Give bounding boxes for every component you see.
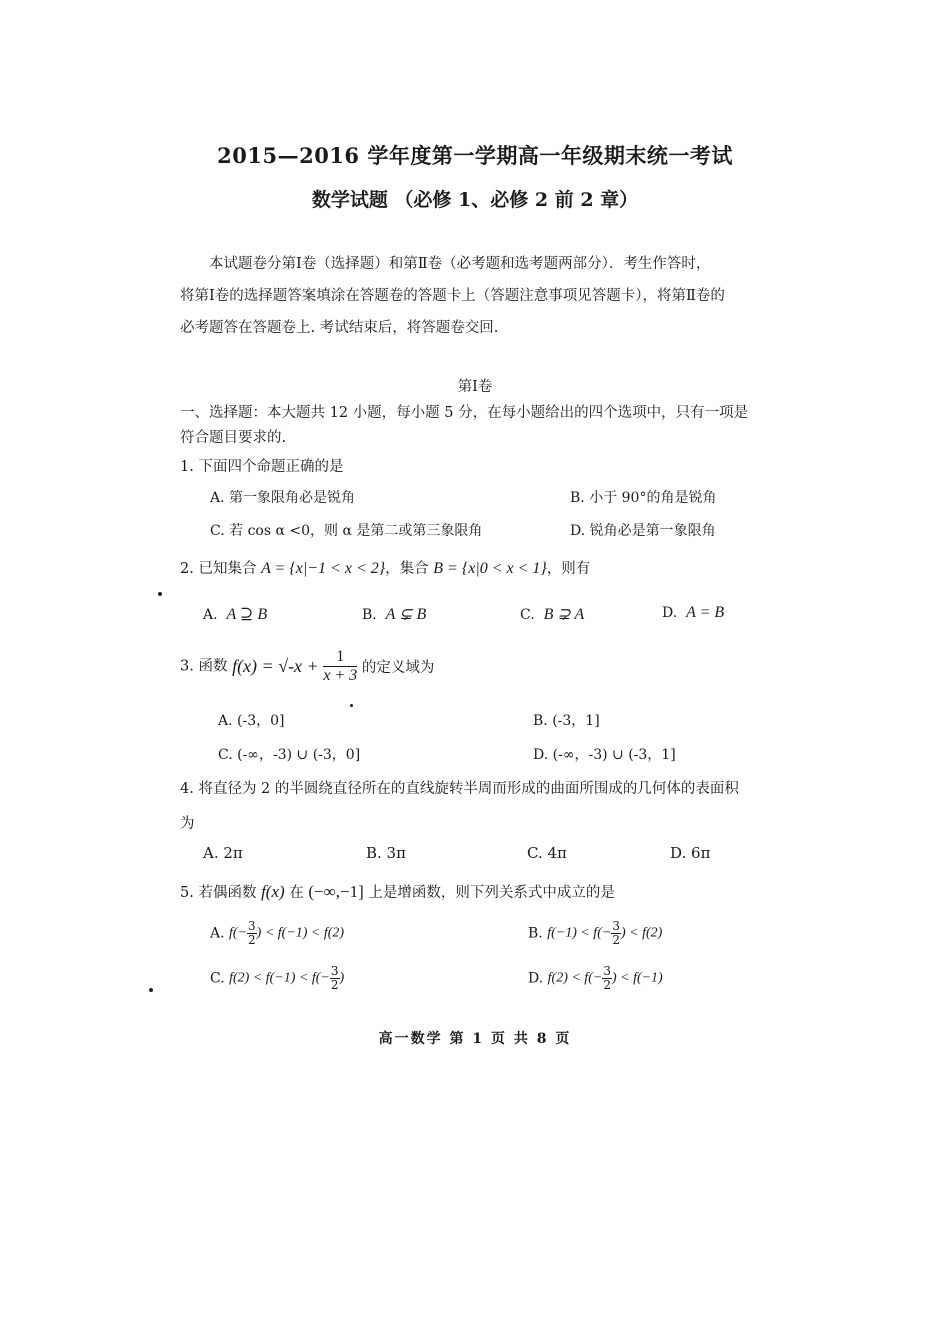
question-1-option-a: A. 第一象限角必是锐角 [210, 490, 356, 506]
option-math-right: ) < f(2) [620, 925, 663, 941]
question-4-option-c: C. 4π [527, 844, 567, 862]
question-5-option-d [528, 965, 663, 992]
question-2-option-c [520, 604, 584, 624]
option-math-left: f(2) < f(−1) < f(− [229, 970, 330, 986]
question-4-stem-line-2: 为 [180, 816, 195, 832]
fraction-numerator: 3 [603, 964, 611, 978]
question-2-prefix: 2. 已知集合 [180, 561, 257, 577]
question-5-prefix: 5. 若偶函数 [180, 885, 257, 901]
question-2-option-b [362, 604, 426, 624]
question-2-set-b: B = {x|0 < x < 1} [433, 560, 547, 577]
option-math-right: ) < f(−1) < f(2) [256, 925, 345, 941]
option-math: A ⊊ B [385, 606, 427, 623]
fraction-numerator: 3 [330, 964, 339, 978]
question-5-option-b [528, 920, 662, 947]
fraction [602, 965, 612, 992]
question-2-suffix: ，则有 [546, 561, 591, 577]
question-5-suffix: 上是增函数，则下列关系式中成立的是 [368, 885, 615, 901]
question-3-option-c: C. (-∞，-3) ∪ (-3，0] [218, 747, 361, 763]
option-label: C. [520, 607, 535, 623]
question-3-function: f(x) = √-x + [232, 656, 319, 676]
question-1-option-c: C. 若 cos α <0，则 α 是第二或第三象限角 [210, 523, 483, 539]
option-label: D. [662, 605, 678, 621]
exam-subtitle: 数学试题 （必修 1、必修 2 前 2 章） [311, 189, 639, 211]
option-math-left: f(− [229, 925, 248, 941]
fraction-numerator: 3 [248, 919, 256, 933]
question-5-option-c [210, 965, 344, 992]
question-3-option-b: B. (-3，1] [533, 713, 600, 729]
intro-paragraph [180, 248, 770, 344]
section-instruction-line-2: 符合题目要求的. [180, 430, 287, 446]
question-4-option-a: A. 2π [203, 844, 243, 862]
question-3-option-a: A. (-3，0] [218, 713, 285, 729]
question-1-option-b: B. 小于 90°的角是锐角 [570, 490, 717, 506]
option-label: B. [528, 925, 543, 942]
question-2-stem [180, 557, 590, 578]
option-label: A. [203, 607, 218, 623]
intro-line-1: 本试题卷分第Ⅰ卷（选择题）和第Ⅱ卷（必考题和选考题两部分）．考生作答时， [209, 256, 711, 272]
fraction-numerator: 1 [323, 648, 357, 667]
option-math-right: ) [339, 970, 345, 986]
page-footer: 高一数学 第 1 页 共 8 页 [378, 1031, 572, 1047]
option-label: D. [528, 970, 544, 987]
section-instruction-line-1: 一、选择题：本大题共 12 小题，每小题 5 分，在每小题给出的四个选项中，只有一项是 [180, 405, 749, 421]
question-4-stem-line-1: 4. 将直径为 2 的半圆绕直径所在的直线旋转半周而形成的曲面所围成的几何体的表面积 [180, 781, 739, 797]
question-1-stem: 1. 下面四个命题正确的是 [180, 459, 344, 475]
question-4-option-d: D. 6π [670, 844, 711, 862]
exam-title: 2015—2016 学年度第一学期高一年级期末统一考试 [217, 143, 733, 168]
question-2-set-a: A = {x|−1 < x < 2} [261, 560, 386, 577]
fraction-denominator: 2 [603, 978, 611, 992]
fraction-denominator: 2 [248, 933, 256, 947]
question-5-stem [180, 881, 615, 902]
question-1-option-d: D. 锐角必是第一象限角 [570, 523, 716, 539]
fraction-denominator: x + 3 [323, 667, 358, 684]
fraction-denominator: 2 [330, 978, 339, 992]
option-label: A. [210, 925, 225, 942]
question-3-fraction [323, 648, 357, 685]
option-math-left: f(−1) < f(− [547, 925, 612, 941]
intro-line-2: 将第Ⅰ卷的选择题答案填涂在答题卷的答题卡上（答题注意事项见答题卡），将第Ⅱ卷的 [180, 288, 725, 304]
question-3-prefix: 3. 函数 [180, 658, 228, 675]
option-math: B ⊋ A [543, 606, 585, 623]
fraction-denominator: 2 [612, 933, 620, 947]
question-5-function: f(x) [261, 882, 285, 901]
option-math: A = B [686, 604, 725, 621]
question-3-stem [180, 648, 434, 685]
option-label: B. [362, 607, 377, 623]
question-5-mid: 在 [289, 885, 304, 901]
option-math-right: ) < f(−1) [611, 970, 663, 986]
fraction [330, 965, 340, 992]
question-5-option-a [210, 920, 344, 947]
fraction-numerator: 3 [612, 919, 620, 933]
fraction [247, 920, 257, 947]
fraction [611, 920, 621, 947]
section-title: 第Ⅰ卷 [457, 379, 493, 395]
question-2-option-a [203, 604, 267, 624]
option-math: A ⊇ B [226, 606, 268, 623]
question-2-option-d [662, 604, 724, 622]
scan-speck [350, 704, 353, 707]
question-5-interval: (−∞,−1] [308, 882, 364, 901]
question-3-option-d: D. (-∞，-3) ∪ (-3，1] [533, 747, 676, 763]
question-3-suffix: 的定义域为 [361, 660, 435, 676]
question-4-option-b: B. 3π [366, 844, 406, 862]
option-math-left: f(2) < f(− [547, 970, 603, 986]
intro-line-3: 必考题答在答题卷上. 考试结束后，将答题卷交回. [180, 320, 499, 336]
question-2-mid: ，集合 [385, 561, 429, 577]
option-label: C. [210, 970, 225, 987]
scan-speck [158, 592, 162, 596]
scan-speck [149, 988, 153, 992]
